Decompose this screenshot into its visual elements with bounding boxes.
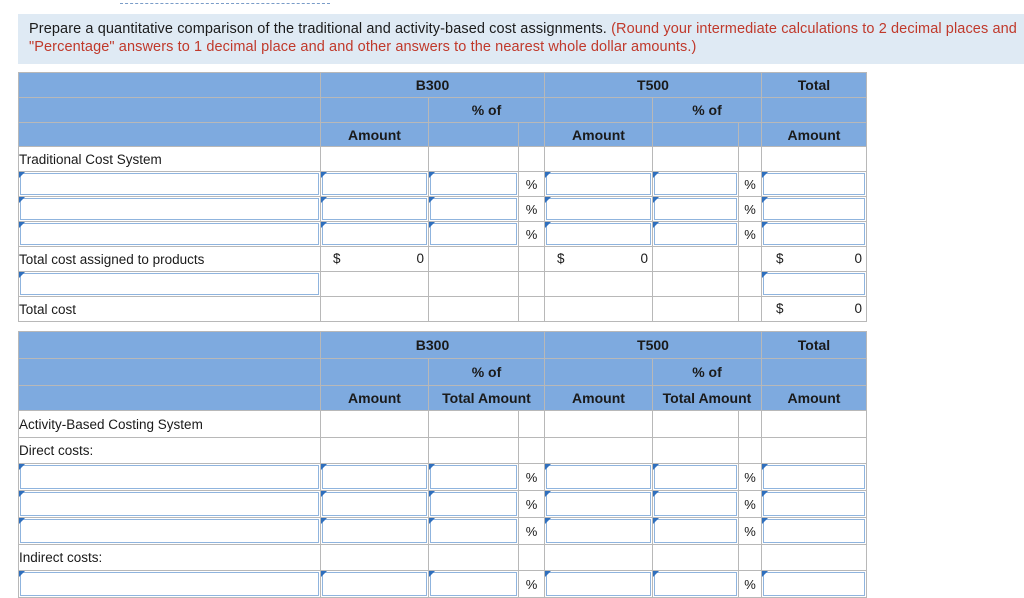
abc-indirect-row xyxy=(19,545,867,571)
percent-sign: % xyxy=(519,571,545,598)
trad-total-products-row xyxy=(19,247,867,272)
header-b300-amount: Amount xyxy=(321,123,429,147)
percent-sign: % xyxy=(519,172,545,197)
t500-amount-input[interactable] xyxy=(545,571,653,598)
t500-pct-input[interactable] xyxy=(653,571,739,598)
grand-total-cell xyxy=(762,247,867,272)
abc-header-row-3 xyxy=(19,386,867,411)
abc-section-label: Activity-Based Costing System xyxy=(19,411,321,438)
trad-input-row xyxy=(19,172,867,197)
abc-header-t500-total-amount: Total Amount xyxy=(653,386,762,411)
percent-sign: % xyxy=(519,518,545,545)
cost-name-input[interactable] xyxy=(19,518,321,545)
abc-direct-input-row xyxy=(19,518,867,545)
t500-pct-input[interactable] xyxy=(653,197,739,222)
t500-amount-input[interactable] xyxy=(545,197,653,222)
t500-amount-input[interactable] xyxy=(545,222,653,247)
direct-costs-label: Direct costs: xyxy=(19,438,321,464)
header-blank xyxy=(19,73,321,98)
abc-header-b300-amount: Amount xyxy=(321,386,429,411)
total-amount-input[interactable] xyxy=(762,222,867,247)
abc-header-total: Total xyxy=(762,332,867,359)
traditional-section-label: Traditional Cost System xyxy=(19,147,321,172)
percent-sign: % xyxy=(739,222,762,247)
b300-total-cell xyxy=(321,247,429,272)
b300-pct-input[interactable] xyxy=(429,197,519,222)
b300-amount-input[interactable] xyxy=(321,172,429,197)
traditional-cost-table xyxy=(18,72,867,322)
total-cost-assigned-label: Total cost assigned to products xyxy=(19,247,321,272)
abc-header-t500-amount: Amount xyxy=(545,386,653,411)
t500-total-value: 0 xyxy=(640,251,648,266)
total-amount-input[interactable] xyxy=(762,464,867,491)
t500-pct-input[interactable] xyxy=(653,464,739,491)
header-b300-pct-of: % of xyxy=(429,98,545,123)
b300-pct-input[interactable] xyxy=(429,172,519,197)
abc-header-b300-pct-of: % of xyxy=(429,359,545,386)
percent-sign: % xyxy=(739,464,762,491)
trad-input-row xyxy=(19,222,867,247)
b300-amount-input[interactable] xyxy=(321,491,429,518)
trad-header-row-1 xyxy=(19,73,867,98)
b300-amount-input[interactable] xyxy=(321,197,429,222)
header-t500-pct-of: % of xyxy=(653,98,762,123)
total-amount-input[interactable] xyxy=(762,172,867,197)
header-total-amount: Amount xyxy=(762,123,867,147)
abc-cost-table xyxy=(18,331,867,598)
currency-sign: $ xyxy=(776,251,784,266)
total-cost-cell xyxy=(762,297,867,322)
t500-pct-input[interactable] xyxy=(653,172,739,197)
abc-header-total-amount: Amount xyxy=(762,386,867,411)
total-amount-input[interactable] xyxy=(762,491,867,518)
abc-header-row-1 xyxy=(19,332,867,359)
trad-total-cost-row xyxy=(19,297,867,322)
percent-sign: % xyxy=(739,197,762,222)
cost-name-input[interactable] xyxy=(19,571,321,598)
header-total: Total xyxy=(762,73,867,98)
percent-sign: % xyxy=(739,172,762,197)
header-t500-amount: Amount xyxy=(545,123,653,147)
abc-direct-input-row xyxy=(19,491,867,518)
extra-total-input[interactable] xyxy=(762,272,867,297)
grand-total-value: 0 xyxy=(854,251,862,266)
cost-name-input[interactable] xyxy=(19,172,321,197)
cost-name-input[interactable] xyxy=(19,464,321,491)
trad-section-row xyxy=(19,147,867,172)
percent-sign: % xyxy=(519,197,545,222)
b300-amount-input[interactable] xyxy=(321,571,429,598)
extra-cost-name-input[interactable] xyxy=(19,272,321,297)
t500-amount-input[interactable] xyxy=(545,172,653,197)
b300-amount-input[interactable] xyxy=(321,518,429,545)
b300-pct-input[interactable] xyxy=(429,518,519,545)
total-amount-input[interactable] xyxy=(762,197,867,222)
percent-sign: % xyxy=(519,222,545,247)
abc-header-b300-total-amount: Total Amount xyxy=(429,386,545,411)
percent-sign: % xyxy=(519,464,545,491)
instruction-banner xyxy=(18,14,1024,64)
abc-header-b300: B300 xyxy=(321,332,545,359)
t500-pct-input[interactable] xyxy=(653,222,739,247)
trad-header-row-3 xyxy=(19,123,867,147)
b300-pct-input[interactable] xyxy=(429,571,519,598)
abc-direct-row xyxy=(19,438,867,464)
percent-sign: % xyxy=(739,518,762,545)
b300-total-value: 0 xyxy=(416,251,424,266)
b300-amount-input[interactable] xyxy=(321,222,429,247)
total-amount-input[interactable] xyxy=(762,518,867,545)
abc-header-row-2 xyxy=(19,359,867,386)
percent-sign: % xyxy=(739,571,762,598)
top-dashed-divider xyxy=(120,3,330,4)
t500-total-cell xyxy=(545,247,653,272)
b300-pct-input[interactable] xyxy=(429,464,519,491)
t500-amount-input[interactable] xyxy=(545,464,653,491)
cost-name-input[interactable] xyxy=(19,491,321,518)
instruction-text: Prepare a quantitative comparison of the traditional and activity-based cost assignments. xyxy=(29,21,612,37)
percent-sign: % xyxy=(519,491,545,518)
t500-amount-input[interactable] xyxy=(545,518,653,545)
trad-header-row-2 xyxy=(19,98,867,123)
percent-sign: % xyxy=(739,491,762,518)
abc-header-t500-pct-of: % of xyxy=(653,359,762,386)
t500-pct-input[interactable] xyxy=(653,491,739,518)
indirect-costs-label: Indirect costs: xyxy=(19,545,321,571)
total-cost-value: 0 xyxy=(854,301,862,316)
currency-sign: $ xyxy=(557,251,565,266)
header-b300: B300 xyxy=(321,73,545,98)
abc-indirect-input-row xyxy=(19,571,867,598)
trad-extra-input-row xyxy=(19,272,867,297)
t500-pct-input[interactable] xyxy=(653,518,739,545)
abc-header-t500: T500 xyxy=(545,332,762,359)
b300-pct-input[interactable] xyxy=(429,491,519,518)
cost-name-input[interactable] xyxy=(19,197,321,222)
header-t500: T500 xyxy=(545,73,762,98)
abc-section-row xyxy=(19,411,867,438)
currency-sign: $ xyxy=(776,301,784,316)
currency-sign: $ xyxy=(333,251,341,266)
total-cost-label: Total cost xyxy=(19,297,321,322)
t500-amount-input[interactable] xyxy=(545,491,653,518)
trad-input-row xyxy=(19,197,867,222)
b300-amount-input[interactable] xyxy=(321,464,429,491)
b300-pct-input[interactable] xyxy=(429,222,519,247)
cost-name-input[interactable] xyxy=(19,222,321,247)
total-amount-input[interactable] xyxy=(762,571,867,598)
rounding-note: (Round your intermediate calculations to 2 decimal places and "Percentage" answers to 1 decimal place and and other answers to the nearest whole dollar amounts.) xyxy=(29,21,1017,55)
abc-direct-input-row xyxy=(19,464,867,491)
